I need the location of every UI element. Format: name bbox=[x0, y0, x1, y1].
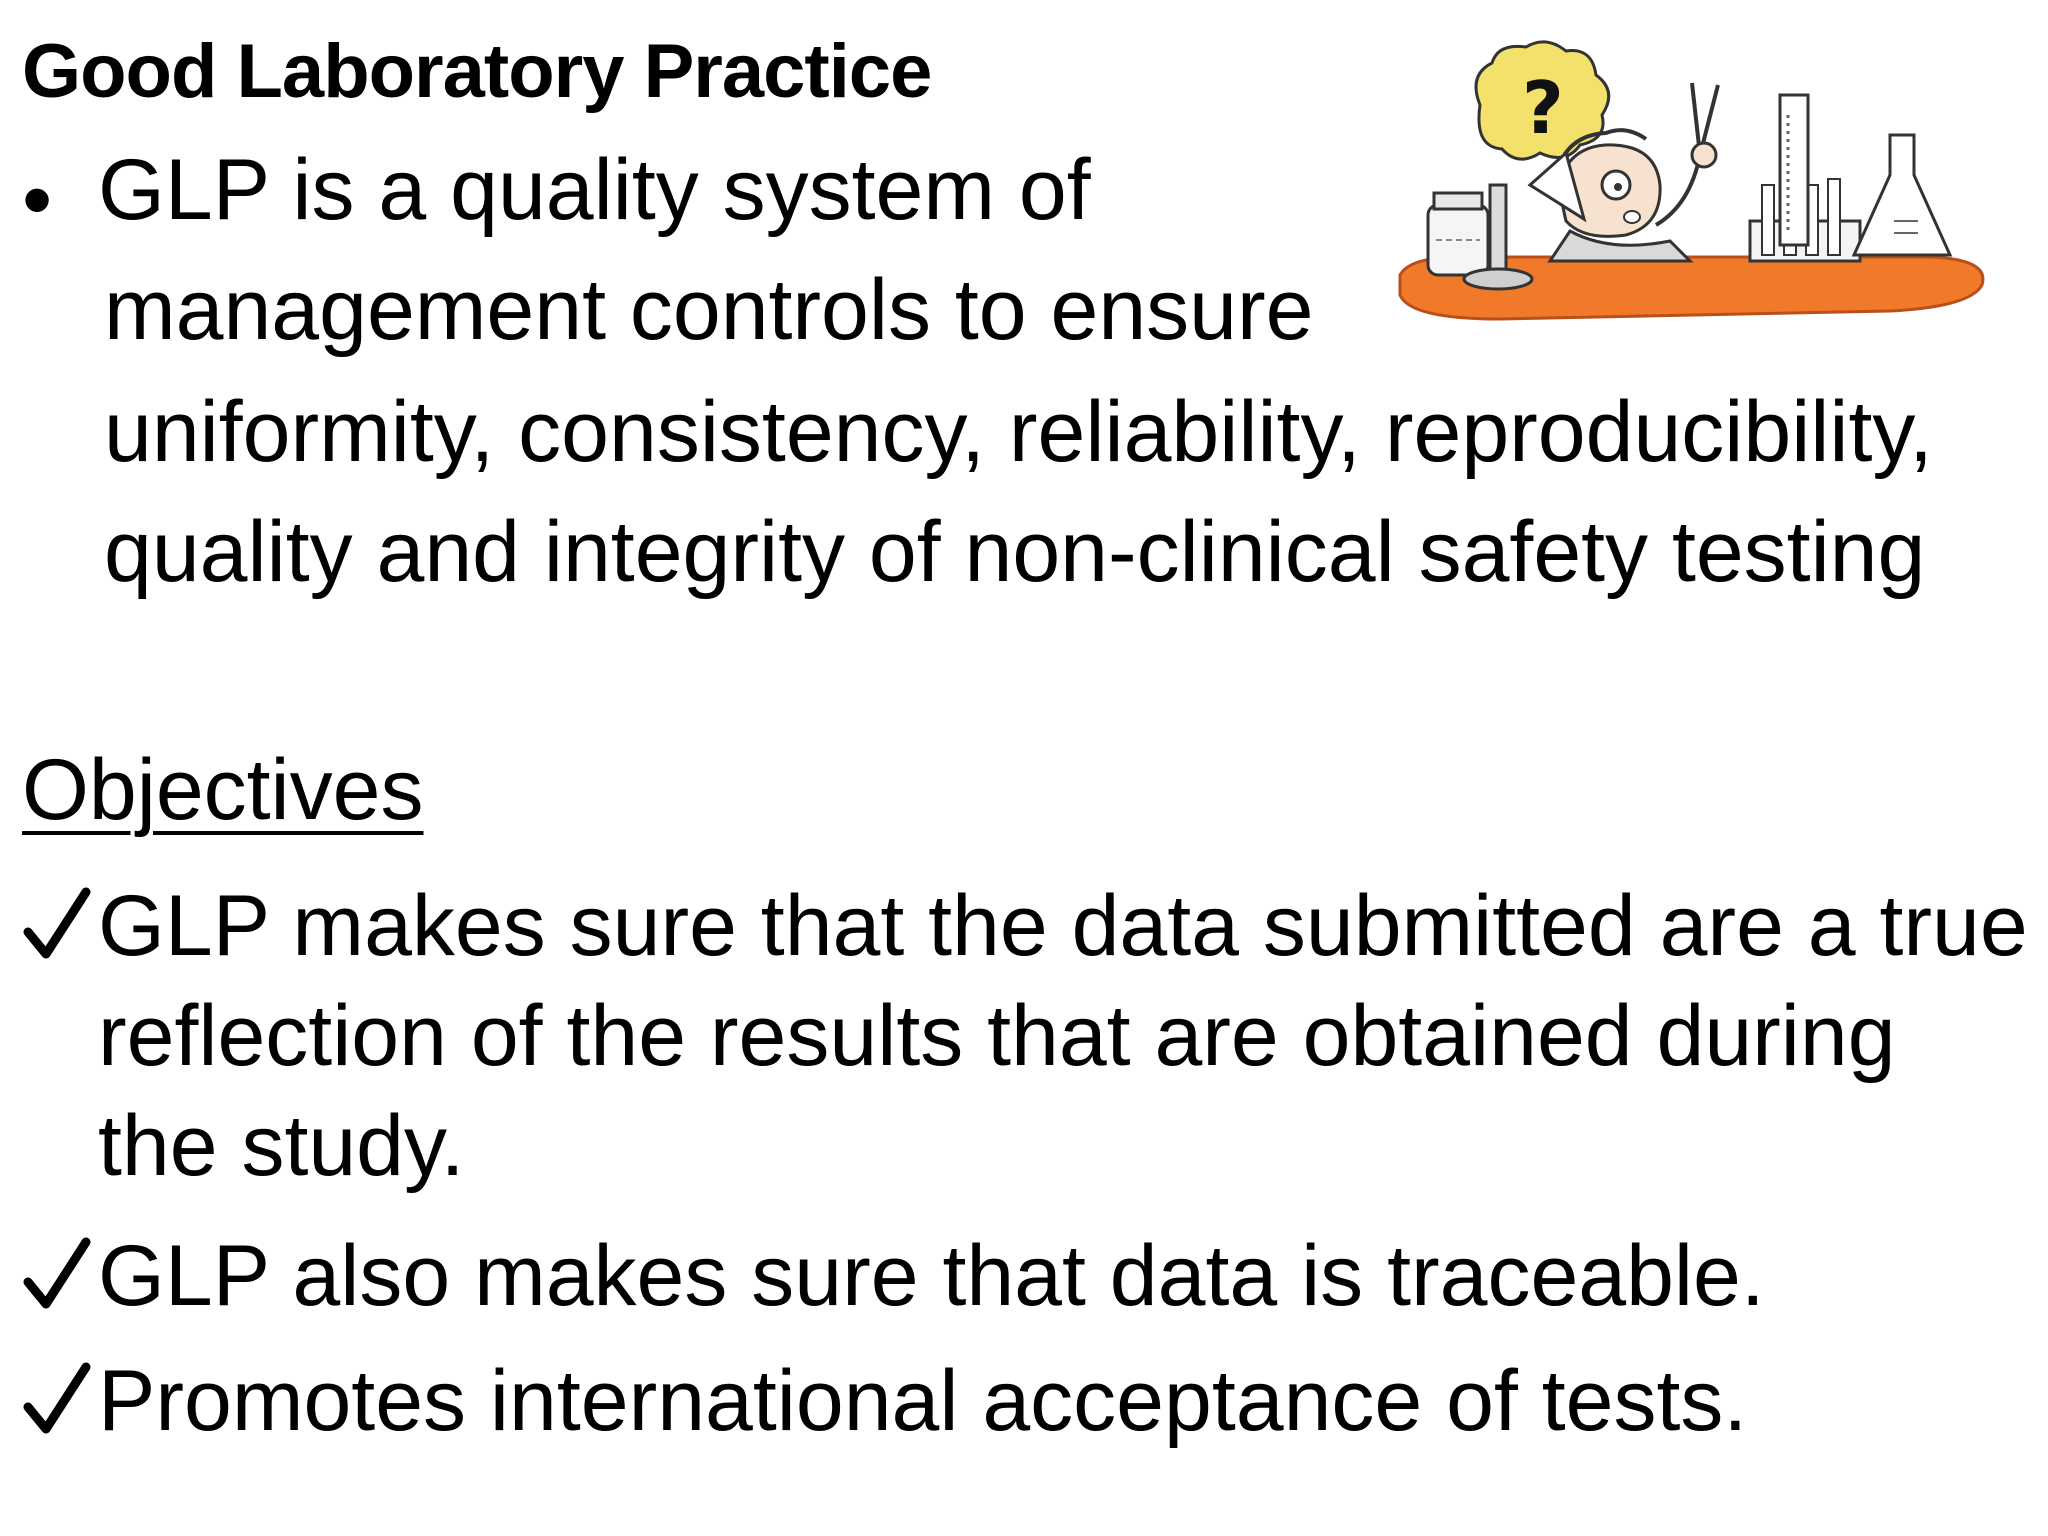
objective-line: reflection of the results that are obtained during bbox=[98, 988, 1896, 1084]
objective-line: GLP makes sure that the data submitted are a true bbox=[98, 878, 2028, 974]
slide-title: Good Laboratory Practice bbox=[22, 29, 932, 114]
bullet-line-3: uniformity, consistency, reliability, reproducibility, bbox=[104, 384, 1933, 480]
objectives-heading: Objectives bbox=[22, 742, 424, 838]
bullet-marker: • bbox=[22, 152, 53, 248]
objective-line: Promotes international acceptance of tests. bbox=[98, 1353, 1748, 1449]
checkmark-icon bbox=[22, 1345, 94, 1455]
bullet-line-1: GLP is a quality system of bbox=[98, 142, 1091, 238]
objective-line: GLP also makes sure that data is traceable. bbox=[98, 1228, 1765, 1324]
checkmark-icon bbox=[22, 870, 94, 980]
objective-line: the study. bbox=[98, 1098, 465, 1194]
checkmark-icon bbox=[22, 1220, 94, 1330]
bullet-line-4: quality and integrity of non-clinical safety testing bbox=[104, 504, 1926, 600]
bullet-line-2: management controls to ensure bbox=[104, 262, 1314, 358]
bubble-question-mark: ? bbox=[1522, 66, 1564, 150]
scientist-lab-icon bbox=[1370, 35, 2010, 365]
